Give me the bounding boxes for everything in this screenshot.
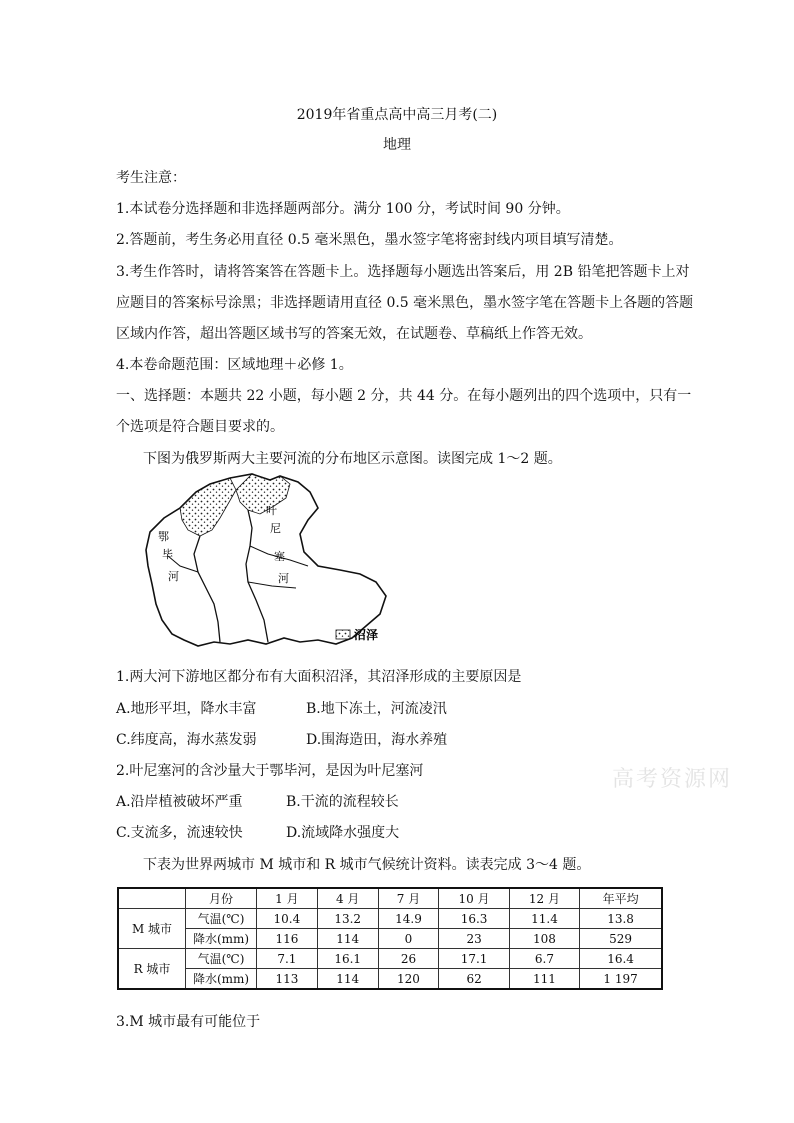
value-cell: 14.9 [378, 909, 439, 929]
notice-item: 区域内作答，超出答题区域书写的答案无效，在试题卷、草稿纸上作答无效。 [116, 326, 592, 342]
city-cell: M 城市 [118, 909, 186, 949]
yenisei-label: 叶 [266, 504, 277, 517]
table-header-cell: 1 月 [257, 888, 318, 909]
value-cell: 10.4 [257, 909, 318, 929]
q1-option-c: C.纬度高，海水蒸发弱 [116, 732, 257, 748]
item-cell: 气温(℃) [186, 909, 257, 929]
q2-option-b: B.干流的流程较长 [286, 794, 399, 810]
question-1-stem: 1.两大河下游地区都分布有大面积沼泽，其沼泽形成的主要原因是 [116, 669, 522, 685]
ob-river [194, 536, 220, 642]
question-3-stem: 3.M 城市最有可能位于 [116, 1014, 261, 1030]
q1-option-a: A.地形平坦，降水丰富 [116, 701, 257, 717]
value-cell: 16.1 [317, 949, 378, 969]
swamp-area-ob [180, 478, 236, 536]
exam-title: 2019年省重点高中高三月考(二) [296, 107, 498, 123]
value-cell: 13.8 [580, 909, 662, 929]
value-cell: 114 [317, 929, 378, 949]
q1-option-d: D.围海造田，海水养殖 [306, 732, 448, 748]
item-cell: 气温(℃) [186, 949, 257, 969]
value-cell: 111 [509, 969, 579, 990]
section-heading-cont: 个选项是符合题目要求的。 [116, 419, 284, 435]
yenisei-river [246, 510, 268, 642]
q2-option-c: C.支流多，流速较快 [116, 825, 243, 841]
value-cell: 23 [439, 929, 509, 949]
table-intro: 下表为世界两城市 M 城市和 R 城市气候统计资料。读表完成 3～4 题。 [143, 857, 591, 873]
notice-heading: 考生注意： [116, 170, 186, 186]
yenisei-label: 塞 [274, 550, 285, 563]
value-cell: 16.3 [439, 909, 509, 929]
value-cell: 1 197 [580, 969, 662, 990]
notice-item: 1.本试卷分选择题和非选择题两部分。满分 100 分，考试时间 90 分钟。 [116, 201, 570, 217]
table-header-cell [118, 888, 186, 909]
table-row [118, 949, 662, 969]
table-header-cell: 4 月 [317, 888, 378, 909]
value-cell: 26 [378, 949, 439, 969]
yenisei-label: 河 [278, 572, 289, 585]
ob-label: 毕 [162, 548, 173, 561]
swamp-legend-swatch [336, 630, 350, 639]
value-cell: 17.1 [439, 949, 509, 969]
value-cell: 13.2 [317, 909, 378, 929]
value-cell: 7.1 [257, 949, 318, 969]
value-cell: 113 [257, 969, 318, 990]
q2-option-d: D.流域降水强度大 [286, 825, 400, 841]
table-header-cell: 12 月 [509, 888, 579, 909]
notice-item: 2.答题前，考生务必用直径 0.5 毫米黑色，墨水签字笔将密封线内项目填写清楚。 [116, 232, 623, 248]
table-row [118, 929, 662, 949]
question-2-stem: 2.叶尼塞河的含沙量大于鄂毕河，是因为叶尼塞河 [116, 763, 424, 779]
climate-table [117, 887, 663, 990]
swamp-area-yenisei [236, 474, 290, 514]
value-cell: 0 [378, 929, 439, 949]
value-cell: 529 [580, 929, 662, 949]
value-cell: 62 [439, 969, 509, 990]
value-cell: 108 [509, 929, 579, 949]
yenisei-label: 尼 [270, 522, 281, 535]
swamp-legend-label: 沼泽 [354, 628, 379, 642]
ob-label: 河 [168, 570, 179, 583]
item-cell: 降水(mm) [186, 929, 257, 949]
value-cell: 16.4 [580, 949, 662, 969]
city-cell: R 城市 [118, 949, 186, 990]
notice-item: 3.考生作答时，请将答案答在答题卡上。选择题每小题选出答案后，用 2B 铅笔把答题卡上对 [116, 264, 690, 280]
table-header-cell: 10 月 [439, 888, 509, 909]
item-cell: 降水(mm) [186, 969, 257, 990]
table-row [118, 969, 662, 990]
q2-option-a: A.沿岸植被破坏严重 [116, 794, 243, 810]
table-header-cell: 年平均 [580, 888, 662, 909]
value-cell: 6.7 [509, 949, 579, 969]
q1-option-b: B.地下冻土，河流凌汛 [306, 701, 447, 717]
value-cell: 114 [317, 969, 378, 990]
table-header-cell: 7 月 [378, 888, 439, 909]
russia-rivers-map [140, 470, 420, 652]
table-header-cell: 月份 [186, 888, 257, 909]
section-heading: 一、选择题：本题共 22 小题，每小题 2 分，共 44 分。在每小题列出的四个选项中，只有一 [116, 388, 692, 404]
table-header-row [118, 888, 662, 909]
ob-label: 鄂 [158, 530, 169, 543]
value-cell: 120 [378, 969, 439, 990]
table-row [118, 909, 662, 929]
value-cell: 116 [257, 929, 318, 949]
watermark: 高考资源网 [612, 767, 733, 792]
value-cell: 11.4 [509, 909, 579, 929]
notice-item: 4.本卷命题范围：区域地理＋必修 1。 [116, 357, 353, 373]
notice-item: 应题目的答案标号涂黑；非选择题请用直径 0.5 毫米黑色，墨水签字笔在答题卡上各题的答题 [116, 295, 694, 311]
map-intro: 下图为俄罗斯两大主要河流的分布地区示意图。读图完成 1～2 题。 [143, 451, 562, 467]
subject-title: 地理 [383, 137, 411, 153]
